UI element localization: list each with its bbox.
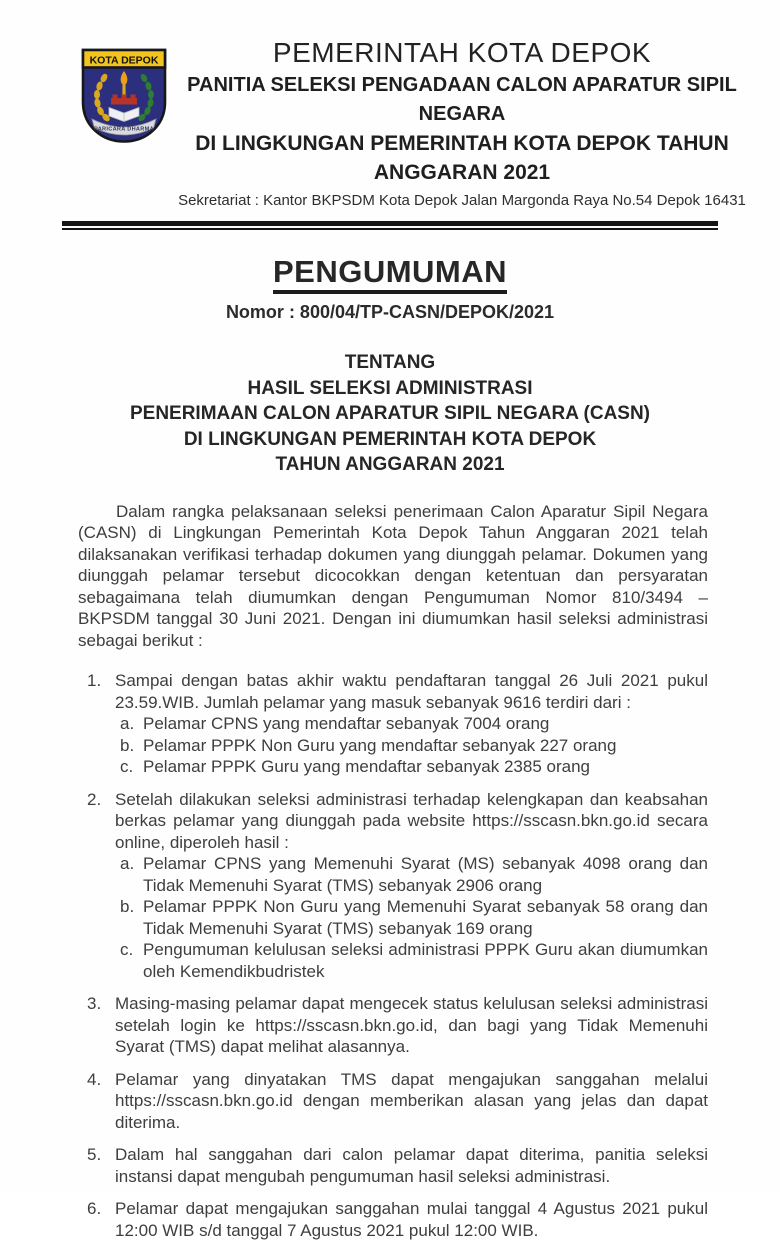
committee-line-2: DI LINGKUNGAN PEMERINTAH KOTA DEPOK TAHUN ANGGARAN 2021	[172, 129, 752, 187]
subitem-letter: c.	[115, 939, 143, 982]
subject-line: PENERIMAAN CALON APARATUR SIPIL NEGARA (CASN)	[0, 401, 780, 427]
subitem-text: Pelamar CPNS yang mendaftar sebanyak 7004 orang	[143, 713, 708, 735]
list-subitem	[115, 896, 708, 939]
letterhead-divider	[62, 221, 718, 230]
banner-text: KOTA DEPOK	[90, 55, 159, 67]
committee-line-1: PANITIA SELEKSI PENGADAAN CALON APARATUR SIPIL NEGARA	[172, 71, 752, 129]
list-subitem	[115, 756, 708, 778]
subject-line: TAHUN ANGGARAN 2021	[0, 452, 780, 478]
list-item-2	[78, 789, 708, 983]
letterhead-text	[172, 36, 752, 212]
ribbon-text: PARICARA DHARMA	[94, 127, 154, 133]
subitem-text: Pelamar PPPK Non Guru yang mendaftar sebanyak 227 orang	[143, 735, 708, 757]
list-item-number: 1.	[78, 670, 115, 778]
list-item-text: Setelah dilakukan seleksi administrasi terhadap kelengkapan dan keabsahan berkas pelamar yang diunggah pada website https://sscasn.bkn.go.id secara online, diperoleh hasil :	[115, 789, 708, 854]
agency-name: PEMERINTAH KOTA DEPOK	[172, 36, 752, 69]
subitem-letter: b.	[115, 896, 143, 939]
list-item-number: 6.	[78, 1198, 115, 1241]
list-item-number: 5.	[78, 1144, 115, 1187]
list-item-text: Dalam hal sanggahan dari calon pelamar dapat diterima, panitia seleksi instansi dapat mengubah pengumuman hasil seleksi administrasi.	[115, 1144, 708, 1187]
list-item-5	[78, 1144, 708, 1187]
document-title-block	[0, 230, 780, 478]
subitem-letter: a.	[115, 713, 143, 735]
subject-line: HASIL SELEKSI ADMINISTRASI	[0, 376, 780, 402]
list-item-1	[78, 670, 708, 778]
announcement-number: Nomor : 800/04/TP-CASN/DEPOK/2021	[0, 302, 780, 323]
subitem-letter: a.	[115, 853, 143, 896]
city-crest-icon	[80, 47, 168, 145]
gate-icon	[111, 95, 137, 105]
list-item-3	[78, 993, 708, 1058]
list-item-text: Sampai dengan batas akhir waktu pendaftaran tanggal 26 Juli 2021 pukul 23.59.WIB. Jumlah pelamar yang masuk sebanyak 9616 terdiri dari :	[115, 670, 708, 713]
document-body	[78, 501, 708, 1241]
numbered-list	[78, 670, 708, 1241]
list-item-number: 4.	[78, 1069, 115, 1134]
list-item-text: Masing-masing pelamar dapat mengecek status kelulusan seleksi administrasi setelah login ke https://sscasn.bkn.go.id, dan bagi yang Tidak Memenuhi Syarat (TMS) dapat melihat alasannya.	[115, 993, 708, 1058]
kota-depok-logo	[80, 47, 168, 145]
subitem-text: Pelamar PPPK Non Guru yang Memenuhi Syarat sebanyak 58 orang dan Tidak Memenuhi Syarat (TMS) sebanyak 169 orang	[143, 896, 708, 939]
subitem-text: Pelamar PPPK Guru yang mendaftar sebanyak 2385 orang	[143, 756, 708, 778]
list-subitem	[115, 713, 708, 735]
subitem-text: Pelamar CPNS yang Memenuhi Syarat (MS) sebanyak 4098 orang dan Tidak Memenuhi Syarat (TMS) sebanyak 2906 orang	[143, 853, 708, 896]
list-item-number: 2.	[78, 789, 115, 983]
list-subitem	[115, 939, 708, 982]
subitem-letter: b.	[115, 735, 143, 757]
announcement-heading: PENGUMUMAN	[273, 256, 507, 294]
about-label: TENTANG	[0, 350, 780, 376]
subitem-text: Pengumuman kelulusan seleksi administrasi PPPK Guru akan diumumkan oleh Kemendikbudristek	[143, 939, 708, 982]
subitem-letter: c.	[115, 756, 143, 778]
opening-paragraph: Dalam rangka pelaksanaan seleksi penerimaan Calon Aparatur Sipil Negara (CASN) di Lingkungan Pemerintah Kota Depok Tahun Anggaran 2021 telah dilaksanakan verifikasi terhadap dokumen yang diunggah pelamar. Dokumen yang diunggah pelamar tersebut dicocokkan dengan ketentuan dan persyaratan sebagaimana telah diumumkan dengan Pengumuman Nomor 810/3494 – BKPSDM tanggal 30 Juni 2021. Dengan ini diumumkan hasil seleksi administrasi sebagai berikut :	[78, 501, 708, 652]
list-item-4	[78, 1069, 708, 1134]
list-item-number: 3.	[78, 993, 115, 1058]
list-subitem	[115, 735, 708, 757]
subject-line: DI LINGKUNGAN PEMERINTAH KOTA DEPOK	[0, 427, 780, 453]
list-item-6	[78, 1198, 708, 1241]
secretariat-line: Sekretariat : Kantor BKPSDM Kota Depok Jalan Margonda Raya No.54 Depok 16431	[172, 189, 752, 212]
list-subitem	[115, 853, 708, 896]
letterhead	[0, 0, 780, 212]
list-item-text: Pelamar yang dinyatakan TMS dapat mengajukan sanggahan melalui https://sscasn.bkn.go.id dengan memberikan alasan yang jelas dan dapat diterima.	[115, 1069, 708, 1134]
list-item-text: Pelamar dapat mengajukan sanggahan mulai tanggal 4 Agustus 2021 pukul 12:00 WIB s/d tanggal 7 Agustus 2021 pukul 12:00 WIB.	[115, 1198, 708, 1241]
